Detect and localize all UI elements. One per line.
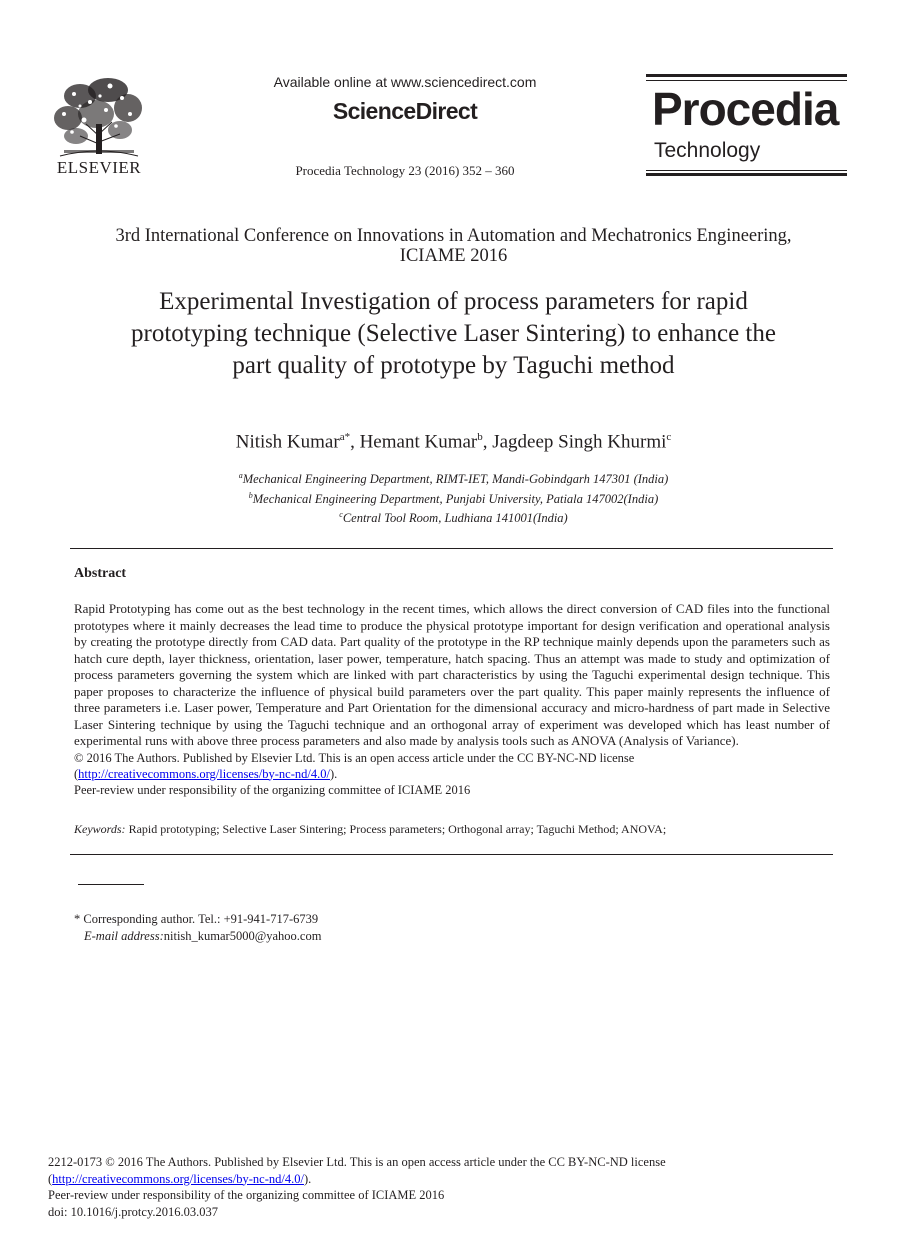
author-list [70,431,837,453]
title-line-3: part quality of prototype by Taguchi method [232,352,675,379]
affiliation-text: Central Tool Room, Ludhiana 141001(India) [342,511,568,526]
footer-issn-line: 2212-0173 © 2016 The Authors. Published by Elsevier Ltd. This is an open access article under the CC BY-NC-ND license [48,1155,666,1169]
footer-peer-review: Peer-review under responsibility of the organizing committee of ICIAME 2016 [48,1188,445,1202]
affiliation-line [70,507,837,527]
abstract-body: Rapid Prototyping has come out as the best technology in the recent times, which allows the direct conversion of CAD files into the functional prototypes where it mainly decreases the lead time to produce the physical prototype important for design verification and operational analysis by creating the prototype directly from CAD data. Part quality of the prototype in the RP technique mainly depends upon the parameters such as hatch cure depth, layer thickness, orientation, laser power, temperature, hatch spacing. Thus an attempt was made to study and optimization of process parameters governing the system which are linked with part characteristics by using the Taguchi experimental design technique. This paper proposes to characterize the influence of physical build parameters over the part quality. This paper mainly represents the influence of three parameters i.e. Laser power, Temperature and Part Orientation for the dimensional accuracy and micro-hardness of part made in Selective Laser Sintering technique by using the Taguchi technique and an orthogonal array of experiment was developed which has least number of experimental runs with above three process parameters and also made by analysis tools such as ANOVA (Analysis of Variance). [74,601,830,748]
procedia-wordmark: Procedia [652,83,839,135]
license-paren-open: ( [74,766,79,781]
author-name: Hemant Kumar [359,431,478,453]
affiliation-line [70,468,837,488]
keywords-label: Keywords: [74,822,126,836]
available-online-text: Available online at www.sciencedirect.com [273,74,537,90]
author-separator: , [350,431,360,453]
title-line-1: Experimental Investigation of process parameters for rapid [159,288,748,315]
keywords-text: Rapid prototyping; Selective Laser Sintering; Process parameters; Orthogonal array; Taguchi Method; ANOVA; [125,822,667,836]
author-name: Jagdeep Singh Khurmi [492,431,667,453]
abstract-copyright: © 2016 The Authors. Published by Elsevier Ltd. This is an open access article under the CC BY-NC-ND license [74,750,635,765]
conference-line-2: ICIAME 2016 [399,246,508,266]
footnote-rule [78,884,144,885]
author-name: Nitish Kumar [235,431,340,453]
abstract-peer-review: Peer-review under responsibility of the organizing committee of ICIAME 2016 [74,782,471,797]
paper-title [70,286,837,382]
affiliation-text: Mechanical Engineering Department, RIMT-IET, Mandi-Gobindgarh 147301 (India) [242,472,669,487]
elsevier-wordmark: ELSEVIER [56,158,142,177]
license-paren-close: ). [303,1171,312,1186]
abstract-heading: Abstract [74,566,127,581]
affiliation-superscript: c [339,510,343,520]
page-footer [48,1154,666,1220]
procedia-technology-logo [646,74,847,176]
footer-license-link[interactable]: http://creativecommons.org/licenses/by-nc-nd/4.0/ [52,1171,304,1186]
abstract-bottom-rule [70,854,833,855]
affiliation-text: Mechanical Engineering Department, Punjabi University, Patiala 147002(India) [252,491,659,506]
footer-doi[interactable]: doi: 10.1016/j.protcy.2016.03.037 [48,1204,219,1219]
email-link[interactable]: nitish_kumar5000@yahoo.com [163,928,322,943]
author-separator: , [482,431,493,453]
author-superscript: b [477,431,483,443]
license-paren-close: ). [329,766,338,781]
affiliation-line [70,488,837,508]
affiliation-superscript: a [238,471,243,480]
author-superscript: a* [339,431,351,443]
conference-name [70,226,837,266]
procedia-subtitle: Technology [654,139,761,162]
email-line [74,928,321,945]
license-paren-open: ( [48,1171,53,1186]
affiliations [70,468,837,527]
title-line-2: prototyping technique (Selective Laser Sintering) to enhance the [131,320,776,347]
license-link[interactable]: http://creativecommons.org/licenses/by-nc-nd/4.0/ [78,766,330,781]
sciencedirect-wordmark: ScienceDirect [332,98,478,124]
affiliation-superscript: b [248,490,253,500]
corresponding-author-footnote [74,911,321,944]
keywords-line [74,822,830,837]
abstract-license-line [74,766,830,782]
email-label: E-mail address: [84,928,164,943]
corresponding-author-line: * Corresponding author. Tel.: +91-941-717-6739 [74,912,319,926]
author-superscript: c [666,431,672,443]
abstract-section [74,601,830,798]
conference-line-1: 3rd International Conference on Innovations in Automation and Mechatronics Engineering, [115,226,792,246]
footer-license-line [48,1171,666,1188]
journal-reference: Procedia Technology 23 (2016) 352 – 360 [295,163,515,178]
abstract-top-rule [70,548,833,549]
